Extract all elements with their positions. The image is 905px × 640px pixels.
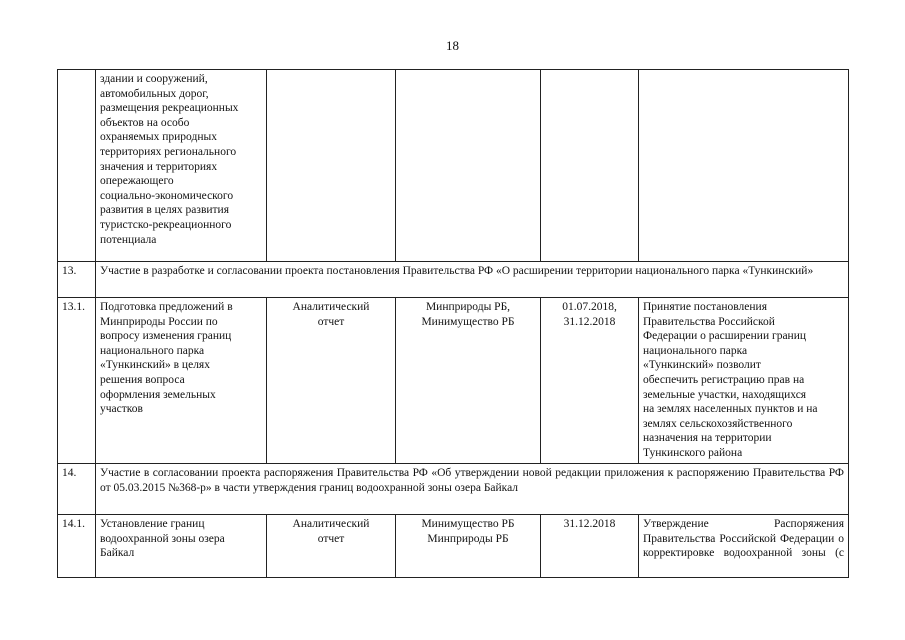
cell-number bbox=[58, 70, 96, 262]
cell-task: Подготовка предложений в Минприроды России по вопросу изменения границ национального парка «Тункинский» в целях решения вопроса оформления земельных участков bbox=[96, 298, 267, 464]
cell-effect bbox=[639, 70, 849, 262]
table-row-14-1 bbox=[58, 515, 849, 578]
table-row-section-13 bbox=[58, 262, 849, 298]
action-plan-table bbox=[57, 69, 849, 578]
cell-number: 14.1. bbox=[58, 515, 96, 578]
table-row-section-14 bbox=[58, 464, 849, 515]
table-row-continuation bbox=[58, 70, 849, 262]
section-heading: Участие в разработке и согласовании проекта постановления Правительства РФ «О расширении территории национального парка «Тункинский» bbox=[96, 262, 849, 298]
cell-result-form: Аналитический отчет bbox=[267, 515, 396, 578]
cell-result-form bbox=[267, 70, 396, 262]
cell-number: 13. bbox=[58, 262, 96, 298]
cell-responsible: Минприроды РБ, Минимущество РБ bbox=[396, 298, 541, 464]
cell-result-form: Аналитический отчет bbox=[267, 298, 396, 464]
cell-task: здании и сооружений, автомобильных дорог, размещения рекреационных объектов на особо охраняемых природных территориях регионального значения и территориях опережающего социально-экономического развития в целях развития туристско-рекреационного потенциала bbox=[96, 70, 267, 262]
table-row-13-1 bbox=[58, 298, 849, 464]
cell-deadline bbox=[541, 70, 639, 262]
cell-number: 13.1. bbox=[58, 298, 96, 464]
cell-effect: Утверждение Распоряжения Правительства Российской Федерации о корректировке водоохранной зоны (с bbox=[639, 515, 849, 578]
page-number: 18 bbox=[446, 38, 459, 53]
cell-responsible bbox=[396, 70, 541, 262]
cell-task: Установление границ водоохранной зоны озера Байкал bbox=[96, 515, 267, 578]
cell-deadline: 01.07.2018, 31.12.2018 bbox=[541, 298, 639, 464]
section-heading: Участие в согласовании проекта распоряжения Правительства РФ «Об утверждении новой редакции приложения к распоряжению Правительства РФ от 05.03.2015 №368-р» в части утверждения границ водоохранной зоны озера Байкал bbox=[96, 464, 849, 515]
cell-effect: Принятие постановления Правительства Российской Федерации о расширении границ национального парка «Тункинский» позволит обеспечить регистрацию прав на земельные участки, находящихся на землях населенных пунктов и на землях сельскохозяйственного назначения на территории Тункинского района bbox=[639, 298, 849, 464]
cell-responsible: Минимущество РБ Минприроды РБ bbox=[396, 515, 541, 578]
cell-number: 14. bbox=[58, 464, 96, 515]
cell-deadline: 31.12.2018 bbox=[541, 515, 639, 578]
